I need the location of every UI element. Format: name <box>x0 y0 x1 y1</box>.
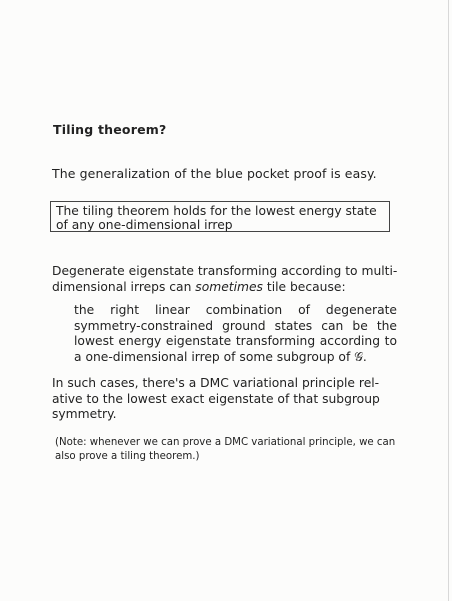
dmc-line-3: symmetry. <box>52 407 117 421</box>
degenerate-line-1: Degenerate eigenstate transforming according to multi- <box>52 264 398 278</box>
indented-line-4: a one-dimensional irrep of some subgroup of 𝒢. <box>74 349 367 364</box>
note-paragraph <box>55 436 400 464</box>
indented-explanation <box>74 303 397 365</box>
dmc-line-2: ative to the lowest exact eigenstate of that subgroup <box>52 391 380 406</box>
boxed-statement <box>50 201 390 232</box>
note-line-2: also prove a tiling theorem.) <box>55 451 200 462</box>
sometimes-emphasis: sometimes <box>195 279 263 294</box>
slide-title: Tiling theorem? <box>53 122 167 137</box>
indented-line-2: symmetry-constrained ground states can be the <box>74 318 397 333</box>
dmc-paragraph <box>52 376 400 423</box>
boxed-line-2: of any one-dimensional irrep <box>56 218 233 232</box>
degenerate-line-2-pre: dimensional irreps can <box>52 279 196 294</box>
boxed-line-1: The tiling theorem holds for the lowest energy state <box>56 204 377 218</box>
dmc-line-1: In such cases, there's a DMC variational principle rel- <box>52 376 380 390</box>
degenerate-paragraph <box>52 264 400 295</box>
indented-line-3: lowest energy eigenstate transforming according to <box>74 334 397 348</box>
degenerate-line-2 <box>52 280 400 296</box>
intro-sentence: The generalization of the blue pocket proof is easy. <box>52 166 377 181</box>
note-line-1: (Note: whenever we can prove a DMC variational principle, we can <box>55 437 396 448</box>
page-edge-line <box>448 0 449 601</box>
indented-line-1: the right linear combination of degenerate <box>74 303 397 317</box>
degenerate-line-2-post: tile because: <box>262 279 346 294</box>
